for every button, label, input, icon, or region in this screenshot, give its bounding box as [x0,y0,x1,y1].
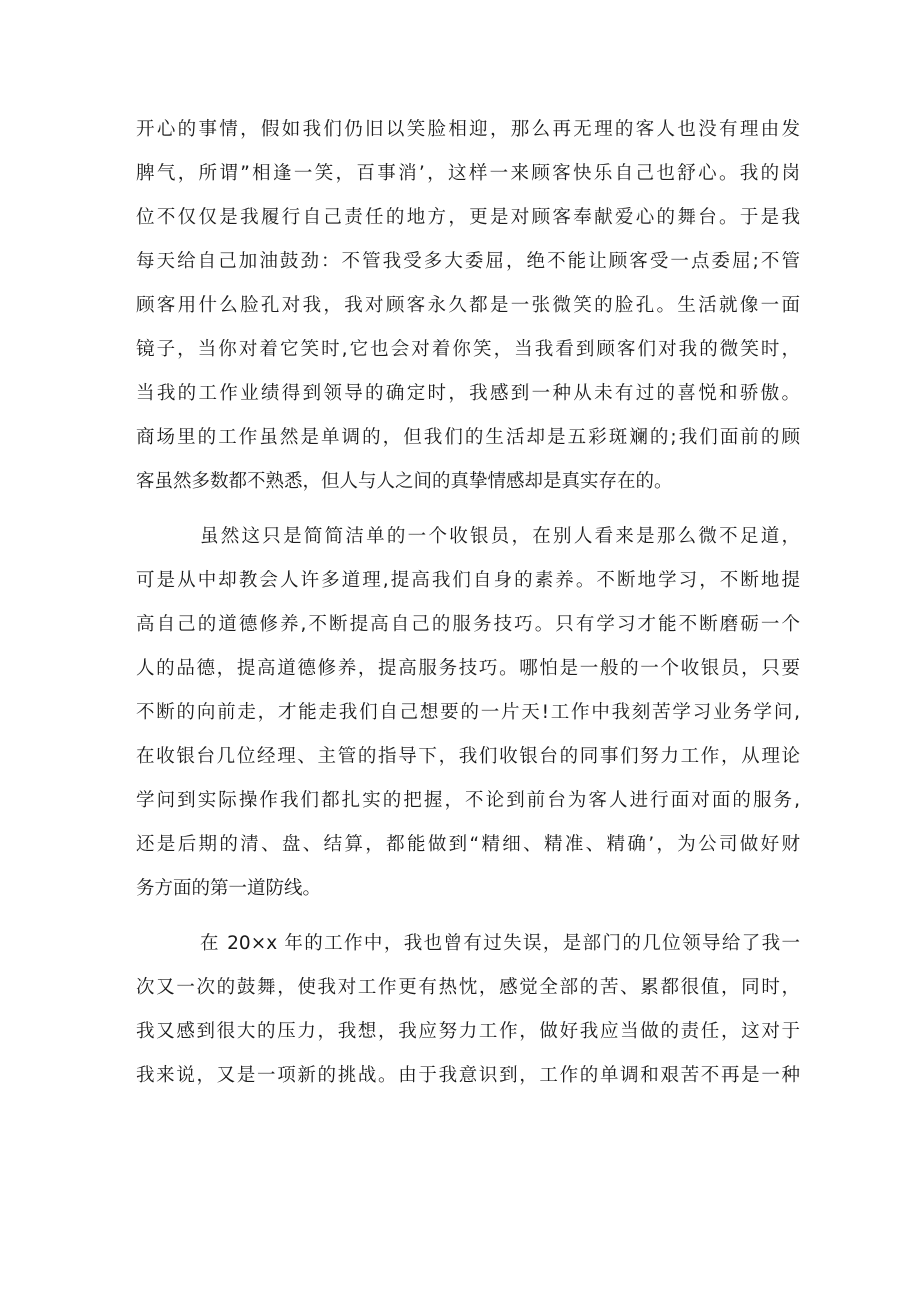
body-text [136,108,800,1098]
text-line: 学问到实际操作我们都扎实的把握，不论到前台为客人进行面对面的服务, [136,790,800,811]
paragraph [136,515,800,911]
text-line: 人的品德，提高道德修养，提高服务技巧。哪怕是一般的一个收银员，只要 [136,658,800,679]
text-line: 脾气，所谓”相逢一笑，百事消’，这样一来顾客快乐自己也舒心。我的岗 [136,163,800,184]
text-line: 在收银台几位经理、主管的指导下，我们收银台的同事们努力工作，从理论 [136,746,800,767]
text-line: 当我的工作业绩得到领导的确定时，我感到一种从未有过的喜悦和骄傲。 [136,383,800,404]
paragraph [136,108,800,504]
text-line: 还是后期的清、盘、结算，都能做到“精细、精准、精确’，为公司做好财 [136,834,800,855]
text-line: 不断的向前走，才能走我们自己想要的一片天!工作中我刻苦学习业务学问, [136,702,800,723]
text-line: 高自己的道德修养,不断提高自己的服务技巧。只有学习才能不断磨砺一个 [136,614,800,635]
text-line: 每天给自己加油鼓劲：不管我受多大委屈，绝不能让顾客受一点委屈;不管 [136,251,800,272]
text-line: 客虽然多数都不熟悉，但人与人之间的真挚情感却是真实存在的。 [136,471,673,492]
text-line: 位不仅仅是我履行自己责任的地方，更是对顾客奉献爱心的舞台。于是我 [136,207,800,228]
text-line: 虽然这只是简简洁单的一个收银员，在别人看来是那么微不足道， [200,526,800,547]
text-line: 次又一次的鼓舞，使我对工作更有热忱，感觉全部的苦、累都很值，同时， [136,977,800,998]
text-line: 开心的事情，假如我们仍旧以笑脸相迎，那么再无理的客人也没有理由发 [136,119,800,140]
text-line: 顾客用什么脸孔对我，我对顾客永久都是一张微笑的脸孔。生活就像一面 [136,295,800,316]
paragraph-gap [136,504,800,515]
text-line: 商场里的工作虽然是单调的，但我们的生活却是五彩斑斓的;我们面前的顾 [136,427,800,448]
paragraph-gap [136,911,800,922]
text-line: 可是从中却教会人许多道理,提高我们自身的素养。不断地学习，不断地提 [136,570,800,591]
text-line: 务方面的第一道防线。 [136,878,322,899]
text-line: 我来说，又是一项新的挑战。由于我意识到，工作的单调和艰苦不再是一种 [136,1065,800,1086]
paragraph [136,922,800,1098]
text-line: 我又感到很大的压力，我想，我应努力工作，做好我应当做的责任，这对于 [136,1021,800,1042]
text-line: 在 20×x 年的工作中，我也曾有过失误，是部门的几位领导给了我一 [200,933,800,954]
text-line: 镜子，当你对着它笑时,它也会对着你笑，当我看到顾客们对我的微笑时， [136,339,800,360]
